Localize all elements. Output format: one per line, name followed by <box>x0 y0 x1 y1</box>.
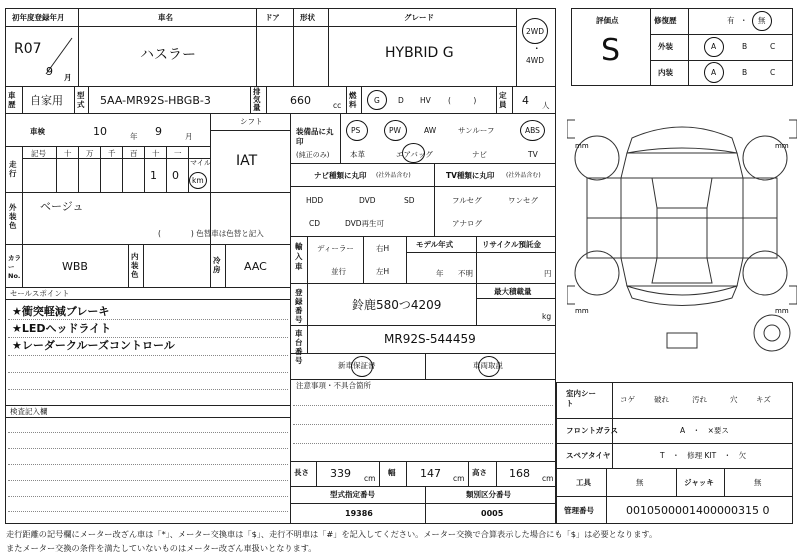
nav-dvd: DVD <box>359 196 376 205</box>
fuel-d: D <box>398 96 404 105</box>
grade-value: HYBRID G <box>385 45 454 61</box>
door-label: ドア <box>265 13 280 22</box>
mileage-digit-hundreds: 1 <box>150 169 157 182</box>
mileage-header-0: 記号 <box>31 149 46 158</box>
equipment-label: 装備品に丸印 <box>296 127 334 146</box>
chassis-label: 車台番号 <box>295 329 303 365</box>
grade-label: グレード <box>404 13 434 22</box>
model-year-unknown: 不明 <box>458 269 473 278</box>
first-reg-month-unit: 月 <box>64 73 72 82</box>
tv-sub: (社外品含む) <box>506 172 541 179</box>
exterior-label: 外装 <box>658 42 673 51</box>
inspection-year-unit: 年 <box>130 132 138 141</box>
exterior-c: C <box>770 42 776 51</box>
tv-label: TV種類に丸印 <box>446 171 495 180</box>
width-value: 147 <box>420 467 441 480</box>
interior-a: A <box>711 68 717 77</box>
height-label: 高さ <box>472 468 487 477</box>
int-color-label: 内装色 <box>131 252 139 279</box>
score-label: 評価点 <box>596 16 619 25</box>
shift-value: IAT <box>236 153 258 169</box>
mileage-km: km <box>192 176 204 185</box>
color-value: ベージュ <box>40 200 84 213</box>
inspection-month-unit: 月 <box>185 132 193 141</box>
repair-no: 無 <box>758 16 766 25</box>
inspection-month: 9 <box>155 125 162 138</box>
repair-sep: ・ <box>740 16 748 25</box>
length-label: 長さ <box>294 468 309 477</box>
repair-yes: 有 <box>727 16 735 25</box>
nav-sd: SD <box>404 196 415 205</box>
mileage-digit-tens: 0 <box>172 169 179 182</box>
model-value: 5AA-MR92S-HBGB-3 <box>100 94 211 107</box>
nav-dvd-play: DVD再生可 <box>345 219 385 228</box>
jack-label: ジャッキ <box>684 478 714 487</box>
equip-sunroof: サンルーフ <box>458 126 495 135</box>
nav-label: ナビ種類に丸印 <box>314 171 367 180</box>
import-dealer: ディーラー <box>317 244 354 253</box>
notes-label: 注意事項・不具合箇所 <box>296 381 371 390</box>
reg-label: 登録番号 <box>295 288 303 324</box>
class-label: 類別区分番号 <box>466 490 511 499</box>
equip-tv: TV <box>528 150 538 159</box>
tools-value: 無 <box>636 478 644 487</box>
equip-ps: PS <box>351 126 361 135</box>
model-year-label: モデル年式 <box>416 240 454 249</box>
equip-pw: PW <box>389 126 401 135</box>
shift-label: シフト <box>240 117 263 126</box>
interior-yogore: 汚れ <box>692 395 707 404</box>
inspector-label: 検査記入欄 <box>10 407 48 416</box>
model-year-unit: 年 <box>436 269 444 278</box>
mileage-header-3: 千 <box>108 149 116 158</box>
class-value: 0005 <box>481 509 504 518</box>
car-diagram <box>567 108 797 378</box>
manual-label: 車両取説 <box>473 361 503 370</box>
length-value: 339 <box>330 467 351 480</box>
type-label: 型式指定番号 <box>330 490 375 499</box>
tyre-mm-fl: mm <box>575 142 589 150</box>
tv-fullseg: フルセグ <box>452 196 482 205</box>
color-no-value: WBB <box>62 260 88 273</box>
interior-ana: 穴 <box>730 395 738 404</box>
car-name: ハスラー <box>140 47 196 63</box>
length-unit: cm <box>364 474 376 483</box>
sales-point-2: ★レーダークルーズコントロール <box>12 339 175 352</box>
inspection-label: 車検 <box>30 127 45 136</box>
interior-grade-label: 内装 <box>658 68 673 77</box>
disp-unit: cc <box>333 101 342 110</box>
capacity-unit: 人 <box>542 101 550 110</box>
interior-yabure: 破れ <box>654 395 669 404</box>
nav-cd: CD <box>309 219 321 228</box>
fuel-hv: HV <box>420 96 431 105</box>
equip-abs: ABS <box>525 126 540 135</box>
color-no-label: カラーNo. <box>8 254 21 280</box>
drive-4wd: 4WD <box>526 56 544 65</box>
equip-navi: ナビ <box>472 150 487 159</box>
equip-airbag: エアバッグ <box>396 150 433 159</box>
tools-label: 工具 <box>576 478 591 487</box>
mgmt-value: 0010500001400000315 0 <box>626 504 770 517</box>
exterior-a: A <box>711 42 717 51</box>
drive-2wd: 2WD <box>526 27 544 36</box>
nav-sub: (社外品含む) <box>376 172 411 179</box>
nav-hdd: HDD <box>306 196 324 205</box>
inspection-year: 10 <box>93 125 107 138</box>
first-reg-month: 9 <box>46 65 53 78</box>
car-name-label: 車名 <box>158 13 173 22</box>
footer-line2: またメーター交換の条件を満たしていないものはメーター改ざん車扱いとなります。 <box>6 543 317 553</box>
capacity-label: 定員 <box>499 91 507 109</box>
exterior-b: B <box>742 42 748 51</box>
fuel-g: G <box>374 96 380 105</box>
fuel-other: ( ) <box>448 96 477 105</box>
tyre-mm-fr: mm <box>775 142 789 150</box>
glass-label: フロントガラス <box>566 426 619 435</box>
tv-analog: アナログ <box>452 219 482 228</box>
spare-label: スペアタイヤ <box>566 451 611 460</box>
equip-leather: 本革 <box>350 150 365 159</box>
first-reg-label: 初年度登録年月 <box>12 13 65 22</box>
max-load-label: 最大積載量 <box>494 287 532 296</box>
equipment-sub: (純正のみ) <box>296 151 330 159</box>
model-label: 型式 <box>77 91 85 109</box>
first-reg-year: R07 <box>14 41 42 57</box>
tyre-mm-rr: mm <box>775 307 789 315</box>
tyre-mm-rl: mm <box>575 307 589 315</box>
mileage-header-1: 十 <box>64 149 72 158</box>
mileage-header-4: 百 <box>130 149 138 158</box>
footer-line1: 走行距離の記号欄にメーター改ざん車は「*」、メーター交換車は「$」、走行不明車は「#」を記入してください。メーター交換で合算表示した場合にも「$」は必要となります。 <box>6 529 658 539</box>
interior-seat-label: 室内シート <box>566 389 596 408</box>
mileage-label: 走行 <box>9 160 17 178</box>
import-parallel: 並行 <box>331 267 346 276</box>
shape-label: 形状 <box>300 13 315 22</box>
ac-value: AAC <box>244 260 267 273</box>
mileage-header-2: 万 <box>86 149 94 158</box>
sales-point-0: ★衝突軽減ブレーキ <box>12 305 110 318</box>
drive-dot: ・ <box>533 44 541 53</box>
capacity-value: 4 <box>522 94 529 107</box>
disp-label: 排気量 <box>253 87 261 112</box>
recycle-label: リサイクル預託金 <box>482 240 541 249</box>
color-note: ( ) 色替車は色替と記入 <box>158 229 264 238</box>
usage-label: 車歴 <box>8 91 16 109</box>
glass-value: A ・ ×要ス <box>680 426 729 435</box>
score-value: S <box>601 33 621 68</box>
tv-oneseg: ワンセグ <box>508 196 538 205</box>
max-load-unit: kg <box>542 312 552 321</box>
import-label: 輸入車 <box>295 242 303 271</box>
width-label: 幅 <box>388 468 396 477</box>
width-unit: cm <box>453 474 465 483</box>
chassis-value: MR92S-544459 <box>384 332 476 346</box>
import-left: 左H <box>376 267 390 276</box>
height-unit: cm <box>542 474 554 483</box>
repair-label: 修復歴 <box>654 16 677 25</box>
mileage-header-6: 一 <box>174 149 182 158</box>
spare-value: T ・ 修理 KIT ・ 欠 <box>660 451 747 460</box>
jack-value: 無 <box>754 478 762 487</box>
sales-point-1: ★LEDヘッドライト <box>12 322 112 335</box>
interior-kizu: キズ <box>756 395 771 404</box>
reg-value: 鈴鹿580つ4209 <box>352 298 442 312</box>
import-right: 右H <box>376 244 390 253</box>
mileage-mile: マイル <box>190 159 211 167</box>
type-value: 19386 <box>345 509 373 518</box>
equip-aw: AW <box>424 126 437 135</box>
mileage-header-5: 十 <box>152 149 160 158</box>
fuel-label: 燃料 <box>349 91 357 109</box>
ac-label: 冷房 <box>213 256 221 274</box>
interior-koge: コゲ <box>620 395 635 404</box>
height-value: 168 <box>509 467 530 480</box>
disp-value: 660 <box>290 94 311 107</box>
interior-c: C <box>770 68 776 77</box>
color-label: 外装色 <box>9 203 17 230</box>
interior-b: B <box>742 68 748 77</box>
recycle-yen: 円 <box>544 269 552 278</box>
warranty-label: 新車保証書 <box>338 361 376 370</box>
usage-value: 自家用 <box>30 94 63 107</box>
mgmt-label: 管理番号 <box>564 506 594 515</box>
sales-label: セールスポイント <box>10 289 70 298</box>
